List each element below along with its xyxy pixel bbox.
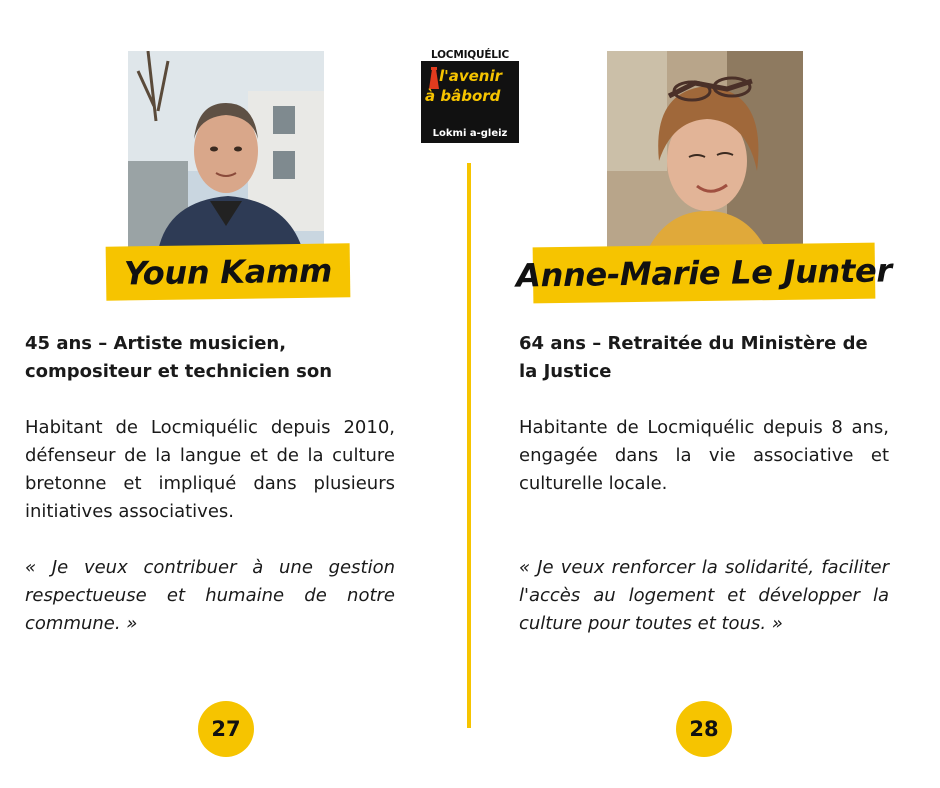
candidate-name: Youn Kamm (123, 251, 333, 293)
candidate-bio-left (25, 414, 395, 526)
candidate-role: 64 ans – Retraitée du Ministère de la Justice (519, 333, 868, 382)
page-number-badge: 27 (198, 701, 254, 757)
candidate-role: 45 ans – Artiste musicien, compositeur et technicien son (25, 333, 333, 382)
candidate-details-left (25, 330, 395, 386)
logo-box (421, 61, 519, 143)
logo-subtitle: Lokmi a-gleiz (432, 128, 508, 139)
candidate-photo-youn-kamm (128, 51, 324, 251)
candidate-name-banner (515, 243, 893, 304)
logo-line-2: à bâbord (425, 87, 501, 105)
logo-town-name: LOCMIQUÉLIC (430, 49, 510, 61)
page-number-badge: 28 (676, 701, 732, 757)
candidate-bio: Habitante de Locmiquélic depuis 8 ans, engagée dans la vie associative et culturelle locale. (519, 417, 889, 494)
column-divider (467, 163, 471, 728)
candidate-photo-anne-marie-le-junter (607, 51, 803, 251)
candidate-quote: « Je veux renforcer la solidarité, faciliter l'accès au logement et développer la culture pour toutes et tous. » (519, 557, 889, 634)
candidate-details-right (519, 330, 889, 386)
candidate-name-banner (106, 243, 351, 300)
campaign-logo (421, 49, 519, 143)
candidate-quote-left (25, 554, 395, 638)
candidate-bio: Habitant de Locmiquélic depuis 2010, défenseur de la langue et de la culture bretonne et impliqué dans plusieurs initiatives associatives. (25, 417, 395, 522)
candidate-quote-right (519, 554, 889, 638)
candidate-bio-right (519, 414, 889, 498)
logo-line-1: l'avenir (439, 67, 503, 85)
candidate-name: Anne-Marie Le Junter (515, 251, 893, 295)
candidate-quote: « Je veux contribuer à une gestion respectueuse et humaine de notre commune. » (25, 557, 395, 634)
